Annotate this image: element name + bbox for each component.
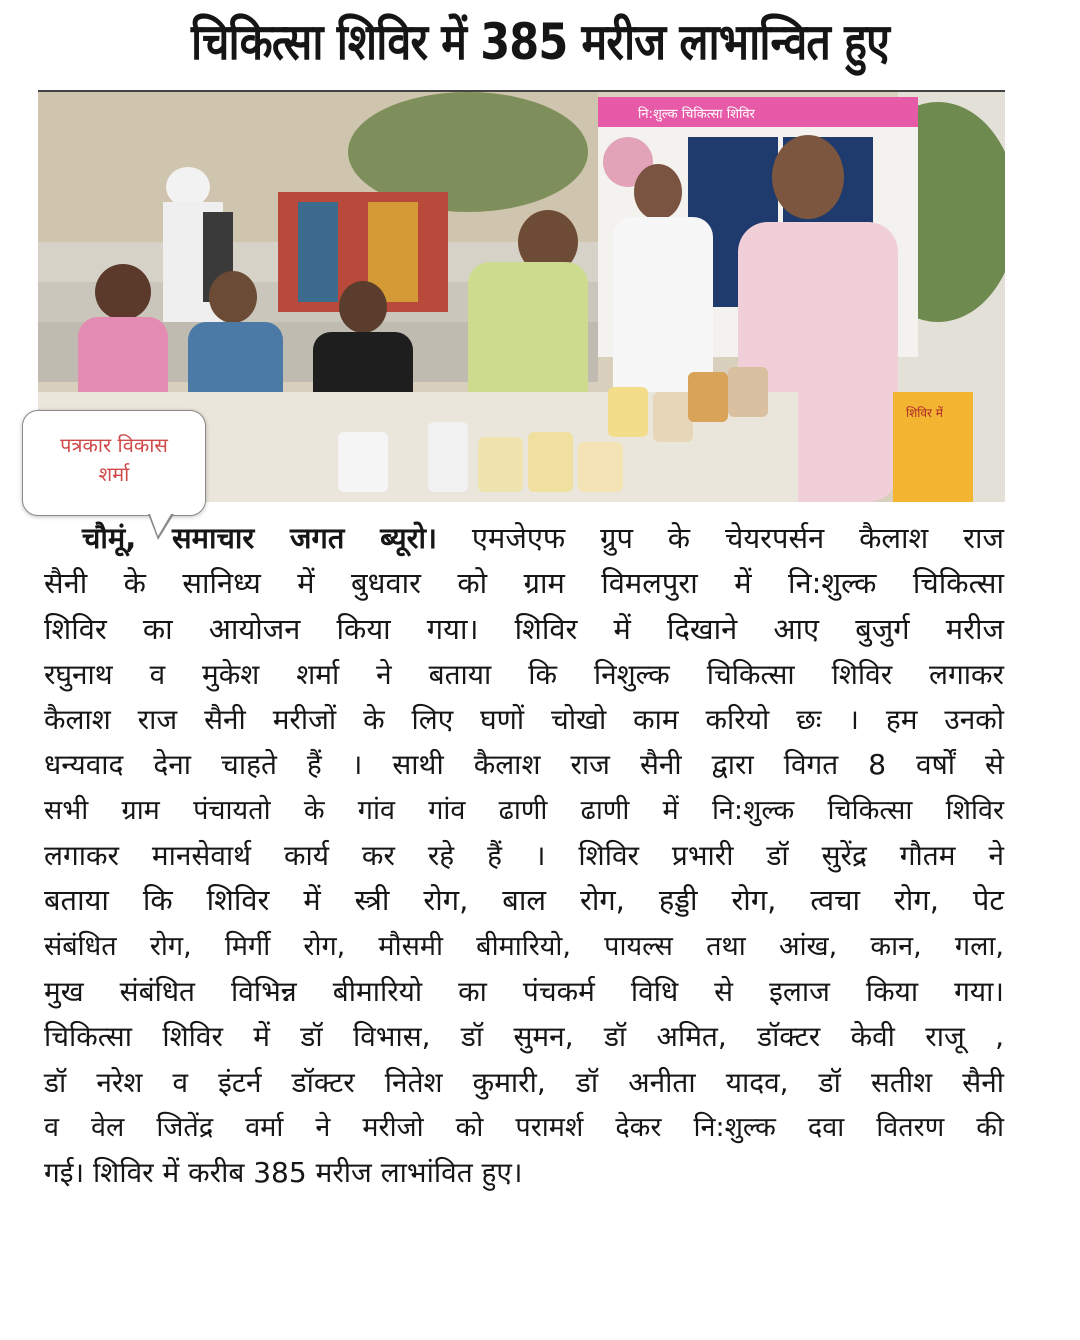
photographer-credit-line1: पत्रकार विकास: [60, 433, 168, 457]
article-line-1-text: एमजेएफ ग्रुप के चेयरपर्सन कैलाश राज: [437, 521, 1005, 555]
article-line-5: कैलाश राज सैनी मरीजों के लिए घणों चोखो काम करियो छः । हम उनको: [44, 703, 1004, 737]
photo-banner-text: नि:शुल्क चिकित्सा शिविर: [638, 107, 755, 122]
photo-side-sign: शिविर में: [906, 406, 943, 420]
article-dateline: चौमूं, समाचार जगत ब्यूरो।: [82, 521, 438, 555]
article-line-10: संबंधित रोग, मिर्गी रोग, मौसमी बीमारियो, पायल्स तथा आंख, कान, गला,: [44, 930, 1004, 962]
article-body: [44, 516, 1004, 1195]
photographer-credit-callout: [22, 410, 206, 516]
article-line-8: लगाकर मानसेवार्थ कार्य कर रहे हैं । शिविर प्रभारी डॉ सुरेंद्र गौतम ने: [44, 839, 1004, 873]
article-line-14: व वेल जितेंद्र वर्मा ने मरीजो को परामर्श देकर नि:शुल्क दवा वितरण की: [44, 1111, 1004, 1143]
article-line-12: चिकित्सा शिविर में डॉ विभास, डॉ सुमन, डॉ अमित, डॉक्टर केवी राजू ,: [44, 1020, 1004, 1054]
article-line-11: मुख संबंधित विभिन्न बीमारियो का पंचकर्म विधि से इलाज किया गया।: [44, 974, 1004, 1008]
article-line-3: शिविर का आयोजन किया गया। शिविर में दिखाने आए बुजुर्ग मरीज: [44, 611, 1004, 646]
photographer-credit-line2: शर्मा: [98, 462, 130, 486]
article-line-13: डॉ नरेश व इंटर्न डॉक्टर नितेश कुमारी, डॉ अनीता यादव, डॉ सतीश सैनी: [44, 1065, 1004, 1099]
article-line-6: धन्यवाद देना चाहते हैं । साथी कैलाश राज सैनी द्वारा विगत 8 वर्षों से: [44, 748, 1004, 782]
headline: चिकित्सा शिविर में 385 मरीज लाभान्वित हुए: [190, 13, 890, 71]
article-line-1: [44, 516, 1004, 561]
article-line-7: सभी ग्राम पंचायतो के गांव गांव ढाणी ढाणी में नि:शुल्क चिकित्सा शिविर: [44, 794, 1004, 826]
article-line-9: बताया कि शिविर में स्त्री रोग, बाल रोग, हड्डी रोग, त्वचा रोग, पेट: [44, 883, 1004, 918]
article-line-15: गई। शिविर में करीब 385 मरीज लाभांवित हुए।: [44, 1156, 523, 1190]
article-line-2: सैनी के सानिध्य में बुधवार को ग्राम विमलपुरा में नि:शुल्क चिकित्सा: [44, 566, 1004, 601]
article-line-4: रघुनाथ व मुकेश शर्मा ने बताया कि निशुल्क चिकित्सा शिविर लगाकर: [44, 657, 1004, 691]
